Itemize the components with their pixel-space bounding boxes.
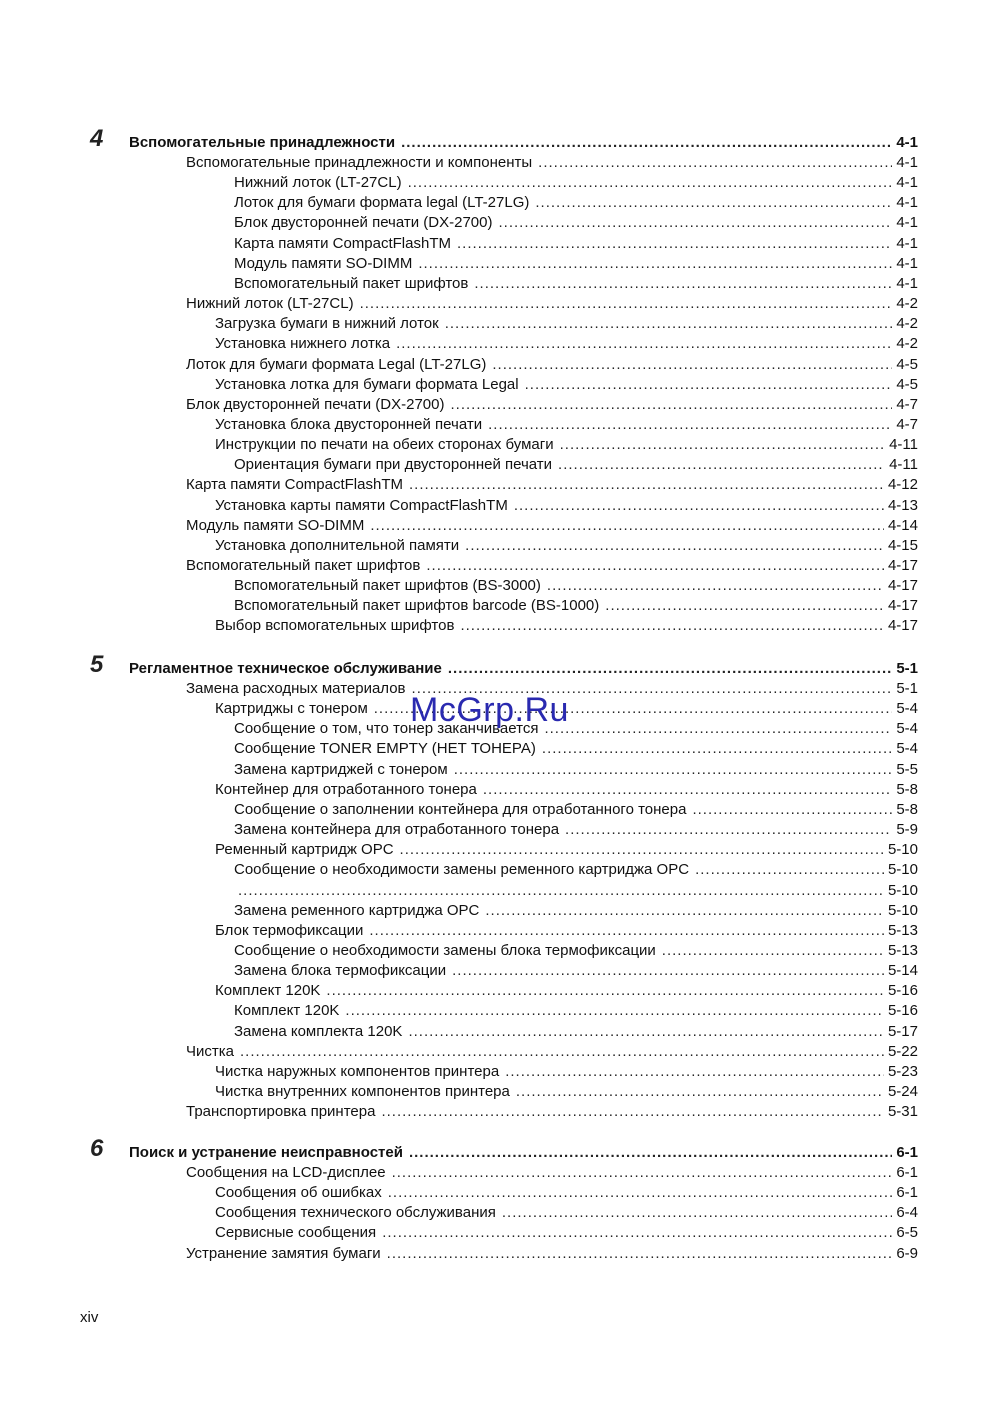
dot-leader bbox=[454, 760, 893, 780]
toc-entry-page: 4-2 bbox=[896, 295, 918, 313]
toc-entry-page: 4-13 bbox=[887, 496, 918, 514]
toc-entry[interactable] bbox=[215, 1062, 918, 1082]
toc-entry[interactable] bbox=[234, 860, 918, 880]
dot-leader bbox=[498, 213, 892, 233]
toc-entry[interactable] bbox=[186, 475, 918, 495]
toc-entry-page: 4-7 bbox=[896, 395, 918, 413]
toc-entry-title: Вспомогательный пакет шрифтов barcode (BS-1000) bbox=[234, 597, 600, 615]
toc-entry-page: 6-9 bbox=[896, 1244, 918, 1262]
toc-entry[interactable] bbox=[215, 1183, 918, 1203]
dot-leader bbox=[485, 901, 884, 921]
toc-entry-page: 5-1 bbox=[896, 680, 918, 697]
toc-entry-page: 5-4 bbox=[896, 720, 918, 738]
toc-entry-page: 5-14 bbox=[887, 962, 918, 980]
dot-leader bbox=[360, 294, 893, 314]
dot-leader bbox=[418, 254, 892, 274]
dot-leader bbox=[457, 234, 892, 254]
toc-entry[interactable] bbox=[215, 921, 918, 941]
toc-entry-page: 4-5 bbox=[896, 355, 918, 373]
dot-leader bbox=[409, 475, 884, 495]
toc-entry-title: Карта памяти CompactFlashTM bbox=[234, 234, 451, 252]
toc-entry-page: 4-1 bbox=[896, 234, 918, 252]
toc-entry[interactable] bbox=[215, 435, 918, 455]
toc-entry-title: Замена блока термофиксации bbox=[234, 962, 447, 980]
toc-entry-title: Инструкции по печати на обеих сторонах бумаги bbox=[215, 436, 554, 454]
dot-leader bbox=[408, 1022, 884, 1042]
toc-entry-page: 4-17 bbox=[887, 577, 918, 595]
toc-entry-title: Сообщение о заполнении контейнера для отработанного тонера bbox=[234, 800, 687, 818]
toc-entry[interactable] bbox=[215, 981, 918, 1001]
toc-entry-title: Контейнер для отработанного тонера bbox=[215, 780, 477, 798]
toc-entry-page: 5-13 bbox=[887, 941, 918, 959]
dot-leader bbox=[544, 719, 892, 739]
watermark: McGrp.Ru bbox=[410, 691, 569, 729]
toc-entry[interactable] bbox=[234, 455, 918, 475]
dot-leader bbox=[396, 334, 892, 354]
toc-entry-title: Лоток для бумаги формата Legal (LT-27LG) bbox=[186, 355, 487, 373]
chapter-number: 5 bbox=[90, 651, 104, 678]
toc-entry-page: 6-1 bbox=[896, 1164, 918, 1181]
toc-entry[interactable] bbox=[186, 1042, 918, 1062]
toc-entry-page: 4-1 bbox=[896, 174, 918, 192]
toc-entry-page: 5-9 bbox=[896, 821, 918, 839]
toc-entry-page: 5-13 bbox=[887, 921, 918, 939]
toc-entry-title: Блок термофиксации bbox=[215, 921, 364, 939]
toc-entry[interactable] bbox=[234, 800, 918, 820]
dot-leader bbox=[516, 1082, 884, 1102]
toc-entry[interactable] bbox=[186, 153, 918, 173]
toc-entry[interactable] bbox=[186, 355, 918, 375]
toc-entry-page: 4-14 bbox=[887, 516, 918, 534]
toc-entry[interactable] bbox=[238, 881, 918, 901]
toc-entry-title: Установка карты памяти CompactFlashTM bbox=[215, 496, 508, 514]
chapter-heading-page: 5-1 bbox=[896, 660, 918, 677]
toc-entry-page: 5-10 bbox=[887, 881, 918, 899]
chapter-heading-title: Регламентное техническое обслуживание bbox=[129, 660, 442, 677]
toc-entry-title: Модуль памяти SO-DIMM bbox=[186, 516, 365, 534]
toc-entry-title: Сообщения технического обслуживания bbox=[215, 1204, 496, 1222]
dot-leader bbox=[450, 395, 892, 415]
toc-entry-title: Устранение замятия бумаги bbox=[186, 1244, 381, 1262]
dot-leader bbox=[488, 415, 892, 435]
dot-leader bbox=[502, 1203, 892, 1223]
toc-entry-title: Установка нижнего лотка bbox=[215, 335, 391, 353]
toc-entry-title: Замена расходных материалов bbox=[186, 680, 406, 697]
toc-entry[interactable] bbox=[215, 496, 918, 516]
dot-leader bbox=[369, 921, 884, 941]
toc-entry-title: Сообщение о необходимости замены блока термофиксации bbox=[234, 941, 656, 959]
toc-entry-page: 5-4 bbox=[896, 740, 918, 758]
toc-entry-page: 5-23 bbox=[887, 1062, 918, 1080]
toc-entry[interactable] bbox=[186, 1163, 918, 1183]
toc-entry-title: Нижний лоток (LT-27CL) bbox=[234, 174, 402, 192]
toc-entry-title: Установка дополнительной памяти bbox=[215, 536, 460, 554]
toc-entry[interactable] bbox=[215, 840, 918, 860]
toc-entry-page: 4-17 bbox=[887, 597, 918, 615]
toc-entry[interactable] bbox=[234, 820, 918, 840]
dot-leader bbox=[400, 840, 884, 860]
toc-entry-page: 5-5 bbox=[896, 760, 918, 778]
chapter-heading-page: 4-1 bbox=[896, 134, 918, 151]
toc-entry-title: Ременный картридж OPC bbox=[215, 841, 394, 859]
toc-entry[interactable] bbox=[234, 961, 918, 981]
toc-entry[interactable] bbox=[215, 1082, 918, 1102]
dot-leader bbox=[560, 435, 885, 455]
chapter-heading[interactable] bbox=[129, 1143, 918, 1163]
dot-leader bbox=[474, 274, 892, 294]
toc-entry[interactable] bbox=[215, 375, 918, 395]
toc-entry-page: 5-8 bbox=[896, 780, 918, 798]
toc-entry[interactable] bbox=[234, 193, 918, 213]
toc-entry[interactable] bbox=[215, 780, 918, 800]
toc-entry-title: Модуль памяти SO-DIMM bbox=[234, 254, 413, 272]
dot-leader bbox=[382, 1223, 892, 1243]
dot-leader bbox=[505, 1062, 884, 1082]
chapter-heading[interactable] bbox=[129, 133, 918, 153]
dot-leader bbox=[388, 1183, 893, 1203]
toc-entry-page: 4-7 bbox=[896, 415, 918, 433]
toc-entry-title: Установка блока двусторонней печати bbox=[215, 415, 483, 433]
toc-entry-page: 5-16 bbox=[887, 1002, 918, 1020]
toc-entry-page: 5-24 bbox=[887, 1083, 918, 1100]
toc-entry-title: Вспомогательный пакет шрифтов bbox=[234, 274, 469, 292]
toc-entry-title: Блок двусторонней печати (DX-2700) bbox=[186, 395, 445, 413]
dot-leader bbox=[692, 800, 892, 820]
toc-entry-page: 4-11 bbox=[889, 436, 918, 454]
toc-entry-page: 5-22 bbox=[887, 1042, 918, 1060]
toc-entry-page: 4-2 bbox=[896, 315, 918, 333]
chapter-number: 4 bbox=[90, 125, 104, 152]
toc-entry-title: Сообщение о том, что тонер заканчивается bbox=[234, 720, 539, 738]
toc-entry-title: Чистка наружных компонентов принтера bbox=[215, 1062, 500, 1080]
dot-leader bbox=[535, 193, 892, 213]
dot-leader bbox=[409, 1143, 892, 1163]
toc-entry[interactable] bbox=[234, 274, 918, 294]
toc-entry-page: 4-5 bbox=[896, 375, 918, 393]
toc-entry-title: Сообщения об ошибках bbox=[215, 1184, 382, 1202]
toc-entry-page: 5-10 bbox=[887, 861, 918, 879]
toc-entry-title: Сообщение о необходимости замены ременного картриджа OPC bbox=[234, 861, 690, 879]
dot-leader bbox=[514, 496, 884, 516]
toc-entry-title: Карта памяти CompactFlashTM bbox=[186, 476, 403, 494]
toc-entry-title: Вспомогательный пакет шрифтов (BS-3000) bbox=[234, 577, 541, 595]
toc-entry[interactable] bbox=[234, 901, 918, 921]
dot-leader bbox=[525, 375, 893, 395]
toc-entry-page: 4-1 bbox=[896, 154, 918, 171]
dot-leader bbox=[326, 981, 884, 1001]
toc-entry-title: Установка лотка для бумаги формата Legal bbox=[215, 375, 519, 393]
toc-entry-page: 5-17 bbox=[887, 1022, 918, 1040]
toc-entry-page: 5-10 bbox=[887, 901, 918, 919]
toc-entry-title: Вспомогательные принадлежности и компоненты bbox=[186, 154, 533, 171]
dot-leader bbox=[547, 576, 884, 596]
dot-leader bbox=[542, 739, 892, 759]
toc-entry[interactable] bbox=[234, 254, 918, 274]
toc-entry-page: 4-1 bbox=[896, 194, 918, 212]
dot-leader bbox=[345, 1001, 884, 1021]
toc-entry[interactable] bbox=[215, 314, 918, 334]
dot-leader bbox=[452, 961, 884, 981]
dot-leader bbox=[445, 314, 893, 334]
toc-entry[interactable] bbox=[215, 616, 918, 636]
toc-entry[interactable] bbox=[234, 213, 918, 233]
toc-entry[interactable] bbox=[234, 719, 918, 739]
toc-entry-title: Картриджы с тонером bbox=[215, 700, 368, 718]
toc-entry[interactable] bbox=[186, 516, 918, 536]
toc-entry-title: Загрузка бумаги в нижний лоток bbox=[215, 315, 439, 333]
toc-entry-page: 6-4 bbox=[896, 1204, 918, 1222]
dot-leader bbox=[387, 1244, 893, 1264]
toc-entry-page: 4-1 bbox=[896, 274, 918, 292]
toc-entry-page: 6-1 bbox=[896, 1184, 918, 1202]
toc-entry-title: Ориентация бумаги при двусторонней печати bbox=[234, 456, 553, 474]
toc-entry-page: 4-2 bbox=[896, 335, 918, 353]
toc-entry[interactable] bbox=[215, 1203, 918, 1223]
dot-leader bbox=[238, 881, 884, 901]
toc-entry[interactable] bbox=[234, 596, 918, 616]
dot-leader bbox=[240, 1042, 884, 1062]
toc-entry[interactable] bbox=[215, 415, 918, 435]
toc-entry-title: Замена ременного картриджа OPC bbox=[234, 901, 480, 919]
toc-entry[interactable] bbox=[186, 1102, 918, 1122]
toc-entry-page: 6-5 bbox=[896, 1224, 918, 1242]
toc-entry[interactable] bbox=[234, 941, 918, 961]
toc-entry-page: 4-17 bbox=[887, 617, 918, 635]
toc-entry-page: 4-11 bbox=[889, 456, 918, 474]
dot-leader bbox=[370, 516, 884, 536]
toc-entry-page: 4-1 bbox=[896, 214, 918, 232]
dot-leader bbox=[426, 556, 884, 576]
dot-leader bbox=[662, 941, 884, 961]
toc-entry-title: Замена комплекта 120K bbox=[234, 1022, 403, 1040]
dot-leader bbox=[381, 1102, 884, 1122]
toc-entry[interactable] bbox=[234, 234, 918, 254]
toc-entry[interactable] bbox=[234, 760, 918, 780]
dot-leader bbox=[408, 173, 893, 193]
toc-entry-title: Комплект 120K bbox=[215, 982, 321, 1000]
dot-leader bbox=[695, 860, 884, 880]
dot-leader bbox=[558, 455, 885, 475]
toc-entry[interactable] bbox=[186, 556, 918, 576]
toc-entry-page: 4-12 bbox=[887, 476, 918, 494]
dot-leader bbox=[401, 133, 892, 153]
toc-entry-title: Замена картриджей с тонером bbox=[234, 760, 448, 778]
page-number: xiv bbox=[80, 1309, 99, 1326]
chapter-number: 6 bbox=[90, 1135, 104, 1162]
toc-entry-page: 4-1 bbox=[896, 254, 918, 272]
toc-entry-title: Сообщение TONER EMPTY (НЕТ ТОНЕРА) bbox=[234, 740, 536, 758]
toc-entry-title: Выбор вспомогательных шрифтов bbox=[215, 617, 455, 635]
dot-leader bbox=[492, 355, 892, 375]
dot-leader bbox=[465, 536, 884, 556]
chapter-heading[interactable] bbox=[129, 659, 918, 679]
toc-entry[interactable] bbox=[234, 173, 918, 193]
toc-entry-title: Сервисные сообщения bbox=[215, 1224, 377, 1242]
toc-entry[interactable] bbox=[234, 1001, 918, 1021]
toc-entry-title: Вспомогательный пакет шрифтов bbox=[186, 557, 421, 574]
toc-entry[interactable] bbox=[186, 1244, 918, 1264]
toc-entry-title: Замена контейнера для отработанного тонера bbox=[234, 821, 560, 839]
toc-entry-page: 4-17 bbox=[887, 557, 918, 574]
toc-entry-page: 5-16 bbox=[887, 982, 918, 1000]
dot-leader bbox=[460, 616, 884, 636]
dot-leader bbox=[483, 780, 892, 800]
toc-entry[interactable] bbox=[215, 334, 918, 354]
toc-entry-page: 5-8 bbox=[896, 800, 918, 818]
toc-entry-title: Чистка внутренних компонентов принтера bbox=[215, 1083, 510, 1100]
toc-entry-page: 5-4 bbox=[896, 700, 918, 718]
dot-leader bbox=[605, 596, 884, 616]
toc-entry[interactable] bbox=[215, 536, 918, 556]
chapter-heading-page: 6-1 bbox=[896, 1144, 918, 1161]
toc-entry-title: Сообщения на LCD-дисплее bbox=[186, 1164, 386, 1181]
toc-entry[interactable] bbox=[234, 1022, 918, 1042]
toc-entry-title: Комплект 120K bbox=[234, 1002, 340, 1020]
toc-entry-page: 4-15 bbox=[887, 536, 918, 554]
chapter-heading-title: Вспомогательные принадлежности bbox=[129, 134, 396, 151]
toc-entry[interactable] bbox=[215, 1223, 918, 1243]
toc-entry[interactable] bbox=[186, 294, 918, 314]
dot-leader bbox=[538, 153, 892, 173]
dot-leader bbox=[392, 1163, 893, 1183]
toc-entry-title: Лоток для бумаги формата legal (LT-27LG) bbox=[234, 194, 530, 212]
toc-entry[interactable] bbox=[234, 576, 918, 596]
chapter-heading-title: Поиск и устранение неисправностей bbox=[129, 1144, 403, 1161]
dot-leader bbox=[448, 659, 892, 679]
toc-entry-page: 5-10 bbox=[887, 841, 918, 859]
dot-leader bbox=[565, 820, 892, 840]
toc-entry[interactable] bbox=[234, 739, 918, 759]
toc-entry-title: Транспортировка принтера bbox=[186, 1103, 376, 1121]
toc-entry-title: Чистка bbox=[186, 1042, 234, 1060]
toc-entry-page: 5-31 bbox=[887, 1103, 918, 1121]
toc-entry-title: Блок двусторонней печати (DX-2700) bbox=[234, 214, 493, 232]
toc-entry-title: Нижний лоток (LT-27CL) bbox=[186, 295, 354, 313]
toc-entry[interactable] bbox=[186, 395, 918, 415]
